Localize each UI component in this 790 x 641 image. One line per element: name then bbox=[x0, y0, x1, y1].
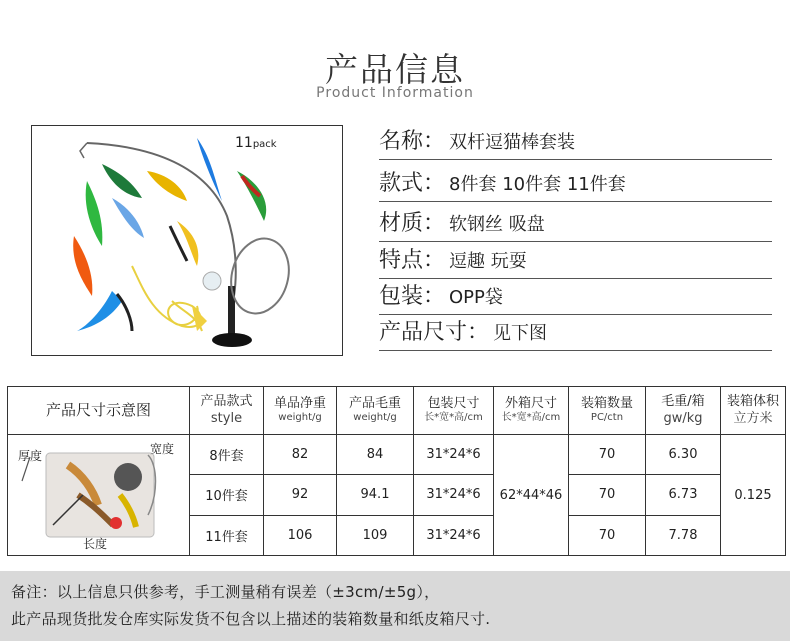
header-package-size: 包装尺寸 长*宽*高/cm bbox=[414, 387, 494, 435]
info-row-feature: 特点： 逗趣 玩耍 bbox=[379, 243, 772, 279]
page-title: 产品信息 bbox=[325, 50, 465, 89]
cell-gw: 6.73 bbox=[646, 475, 721, 515]
header-volume: 装箱体积 立方米 bbox=[721, 387, 786, 435]
cell-carton: 62*44*46 bbox=[494, 435, 569, 556]
size-diagram-cell bbox=[8, 435, 190, 556]
cell-net: 106 bbox=[264, 515, 337, 555]
cell-pack: 31*24*6 bbox=[414, 515, 494, 555]
header-quantity: 装箱数量 PC/ctn bbox=[569, 387, 646, 435]
spec-table bbox=[7, 386, 786, 556]
cell-style: 10件套 bbox=[190, 475, 264, 515]
cell-gw: 6.30 bbox=[646, 435, 721, 475]
header-gross-weight: 产品毛重 weight/g bbox=[337, 387, 414, 435]
table-row bbox=[8, 435, 786, 475]
size-diagram bbox=[8, 435, 189, 555]
info-row-size: 产品尺寸： 见下图 bbox=[379, 315, 772, 351]
cell-pack: 31*24*6 bbox=[414, 435, 494, 475]
cell-style: 11件套 bbox=[190, 515, 264, 555]
header-style: 产品款式 style bbox=[190, 387, 264, 435]
note-line-2: 此产品现货批发仓库实际发货不包含以上描述的装箱数量和纸皮箱尺寸. bbox=[11, 610, 491, 628]
width-label: 宽度 bbox=[150, 442, 175, 456]
info-row-style: 款式： 8件套 10件套 11件套 bbox=[379, 166, 772, 202]
cell-gross: 109 bbox=[337, 515, 414, 555]
header-carton-size: 外箱尺寸 长*宽*高/cm bbox=[494, 387, 569, 435]
page-subtitle: Product Information bbox=[316, 85, 474, 101]
table-header-row bbox=[8, 387, 786, 435]
info-row-name: 名称： 双杆逗猫棒套装 bbox=[379, 124, 772, 160]
pack-label: 11pack bbox=[235, 135, 277, 151]
cell-qty: 70 bbox=[569, 435, 646, 475]
product-photo bbox=[31, 125, 343, 356]
cell-net: 82 bbox=[264, 435, 337, 475]
cell-gw: 7.78 bbox=[646, 515, 721, 555]
cell-gross: 94.1 bbox=[337, 475, 414, 515]
note-line-1: 备注：以上信息只供参考，手工测量稍有误差（±3cm/±5g）， bbox=[11, 583, 440, 601]
note-box bbox=[0, 571, 790, 641]
info-row-material: 材质： 软钢丝 吸盘 bbox=[379, 206, 772, 242]
cell-gross: 84 bbox=[337, 435, 414, 475]
cell-style: 8件套 bbox=[190, 435, 264, 475]
info-row-package: 包装： OPP袋 bbox=[379, 279, 772, 315]
cell-pack: 31*24*6 bbox=[414, 475, 494, 515]
cat-teaser-illustration bbox=[32, 126, 343, 356]
header-gross-per-carton: 毛重/箱 gw/kg bbox=[646, 387, 721, 435]
cell-volume: 0.125 bbox=[721, 435, 786, 556]
cell-net: 92 bbox=[264, 475, 337, 515]
diagram-header: 产品尺寸示意图 bbox=[8, 387, 190, 435]
header-net-weight: 单品净重 weight/g bbox=[264, 387, 337, 435]
cell-qty: 70 bbox=[569, 475, 646, 515]
thickness-label: 厚度 bbox=[18, 449, 43, 463]
cell-qty: 70 bbox=[569, 515, 646, 555]
length-label: 长度 bbox=[83, 537, 108, 551]
